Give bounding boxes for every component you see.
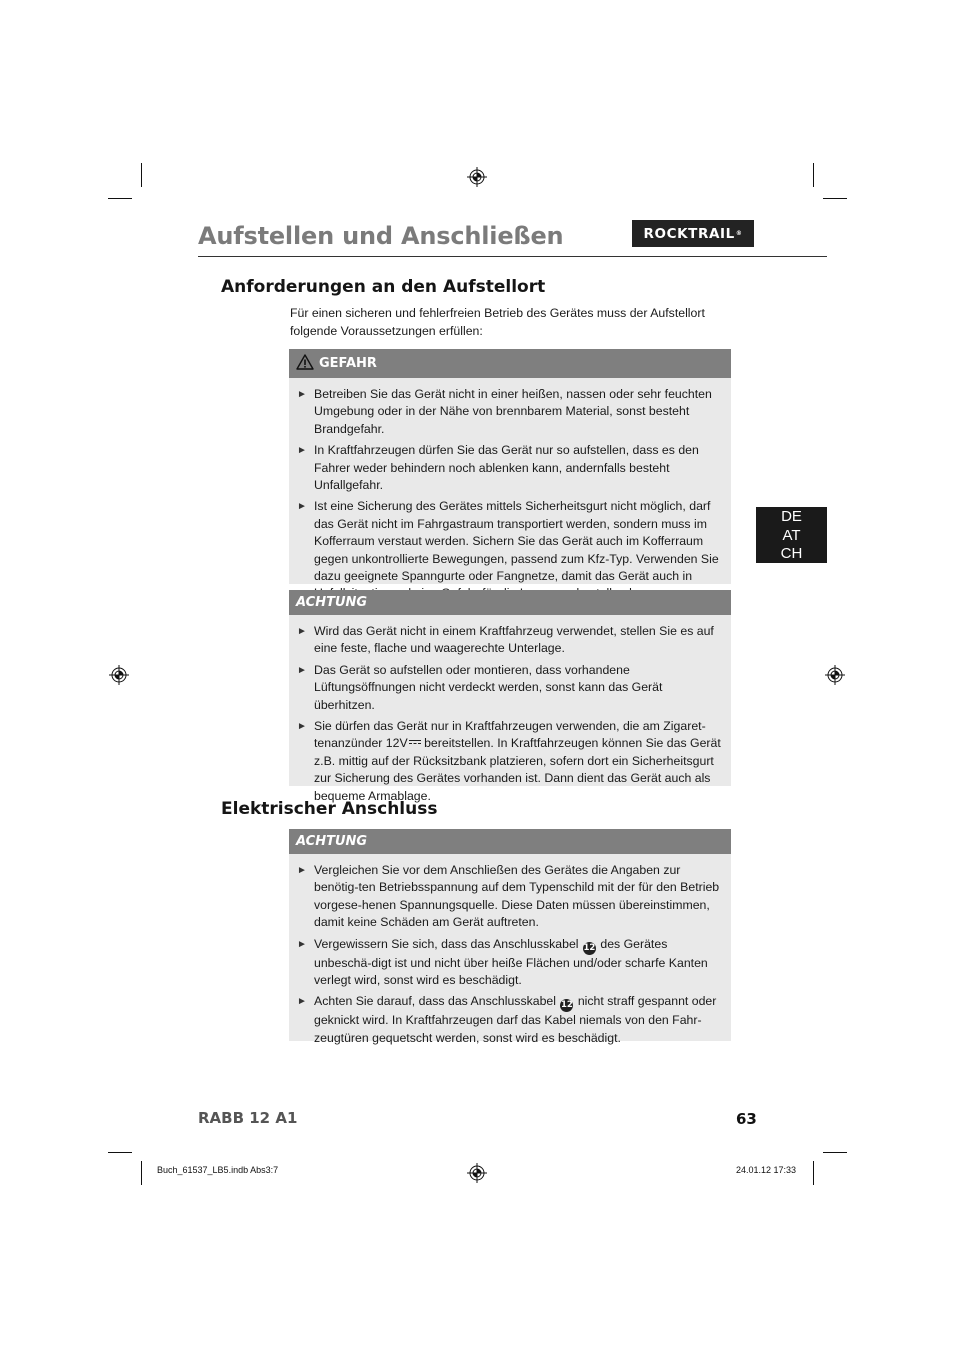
- page-title: Aufstellen und Anschließen: [198, 222, 564, 250]
- crop-mark: [108, 198, 132, 199]
- title-divider: [198, 256, 827, 257]
- section-title-setup-location: Anforderungen an den Aufstellort: [221, 277, 546, 297]
- bullet-arrow-icon: ►: [297, 938, 307, 950]
- caution-box-setup: [289, 590, 731, 803]
- part-reference-number: 12: [560, 1000, 573, 1011]
- bullet-arrow-icon: ►: [297, 445, 307, 457]
- intro-text: Für einen sicheren und fehlerfreien Betrieb des Gerätes muss der Aufstellort folgende Voraussetzungen erfüllen:: [290, 306, 705, 338]
- model-number: RABB 12 A1: [198, 1109, 298, 1127]
- section-title-electrical: Elektrischer Anschluss: [221, 799, 438, 819]
- list-item: ► Achten Sie darauf, dass das Anschlusskabel 12 nicht straff gespannt oder geknickt wird. In Kraftfahrzeugen darf das Kabel niemals von den Fahr-zeugtüren gequetscht werden, sonst wird es beschädigt.: [297, 994, 717, 1045]
- caution-label: ACHTUNG: [296, 595, 368, 610]
- lang-ch: CH: [780, 545, 803, 562]
- list-item: ► Ist eine Sicherung des Gerätes mittels Sicherheitsgurt nicht möglich, darf das Gerät nicht im Fahrgastraum transportiert werden, sondern muss im Kofferraum verstaut werden. Sichern Sie das Gerät auch im Kofferraum gegen unkontrollierte Bewegungen, passend zum Kfz-Typ. Verwenden Sie dazu geeignete Spanngurte oder Fangnetze, damit das Gerät auch in: [297, 499, 719, 584]
- lang-at: AT: [782, 526, 801, 544]
- list-item: ► Vergewissern Sie sich, dass das Anschlusskabel 12 des Gerätes unbeschä-digt ist und nicht über heiße Flächen und/oder scharfe Kanten verlegt wird, sonst wird es beschädigt.: [297, 936, 708, 988]
- page-number: 63: [736, 1110, 757, 1128]
- language-tab: [756, 507, 827, 563]
- caution-list: [289, 854, 731, 1055]
- bullet-arrow-icon: ►: [297, 865, 307, 876]
- danger-header: [289, 349, 731, 378]
- print-slug-file: Buch_61537_LB5.indb Abs3:7: [157, 1165, 279, 1175]
- print-slug-date: 24.01.12 17:33: [736, 1165, 797, 1175]
- registration-mark-icon: [467, 1163, 487, 1183]
- brand-name: ROCKTRAIL: [643, 225, 735, 242]
- crop-mark: [823, 198, 847, 199]
- list-item: ► Vergleichen Sie vor dem Anschließen des Gerätes die Angaben zur benötig-ten Betriebsspannung auf dem Typenschild mit der für den Betrieb vorgese-henen Spannungsquelle. Diese Daten müssen übereinstimmen, damit keine Schäden am Gerät auftreten.: [297, 863, 720, 930]
- bullet-arrow-icon: ►: [297, 389, 307, 400]
- part-reference-number: 12: [583, 942, 596, 953]
- danger-box: [289, 349, 731, 584]
- list-item: ► Betreiben Sie das Gerät nicht in einer heißen, nassen oder sehr feuchten Umgebung oder in der Nähe von brennbarem Material, sonst besteht Brandgefahr.: [297, 387, 712, 436]
- caution-box-electrical: [289, 829, 731, 1045]
- brand-registered-mark: ®: [735, 230, 743, 237]
- brand-logo: [632, 220, 754, 247]
- crop-mark: [108, 1152, 132, 1153]
- bullet-arrow-icon: ►: [297, 996, 307, 1008]
- bullet-arrow-icon: ►: [297, 721, 307, 733]
- caution-header: [289, 590, 731, 615]
- crop-mark: [141, 1161, 142, 1185]
- crop-mark: [141, 163, 142, 187]
- list-item: ► Das Gerät so aufstellen oder montieren, dass vorhandene Lüftungsöffnungen nicht verdeckt werden, sonst kann das Gerät überhitzen.: [297, 662, 663, 712]
- registration-mark-icon: [109, 665, 129, 685]
- caution-list: [289, 615, 731, 813]
- registration-mark-icon: [467, 167, 487, 187]
- caution-header: [289, 829, 731, 854]
- crop-mark: [813, 163, 814, 187]
- lang-de: DE: [781, 508, 802, 525]
- danger-list: [289, 378, 731, 611]
- bullet-arrow-icon: ►: [297, 664, 307, 676]
- list-item: ► Wird das Gerät nicht in einem Kraftfahrzeug verwendet, stellen Sie es auf eine feste, flache und waagerechte Unterlage.: [297, 624, 714, 656]
- warning-triangle-icon: [296, 354, 314, 370]
- list-item: ► In Kraftfahrzeugen dürfen Sie das Gerät nur so aufstellen, dass es den Fahrer weder behindern noch ablenken kann, andernfalls besteht Unfallgefahr.: [297, 443, 699, 493]
- bullet-arrow-icon: ►: [297, 501, 307, 513]
- registration-mark-icon: [825, 665, 845, 685]
- crop-mark: [813, 1161, 814, 1185]
- crop-mark: [823, 1152, 847, 1153]
- danger-label: GEFAHR: [319, 356, 377, 371]
- caution-label: ACHTUNG: [296, 834, 368, 849]
- list-item: ► Sie dürfen das Gerät nur in Kraftfahrzeugen verwenden, die am Zigaret-tenanzünder 12V bereitstellen. In Kraftfahrzeugen können Sie das Gerät z.B. mittig auf der Rücksitzbank platzieren, sofern dort ein Sicherheitsgurt zur Sicherung des Gerätes vorhanden ist. Dann dient das Gerät auch als bequeme Armablage.: [297, 719, 721, 803]
- bullet-arrow-icon: ►: [297, 626, 307, 637]
- dc-voltage-symbol-icon: [409, 739, 421, 747]
